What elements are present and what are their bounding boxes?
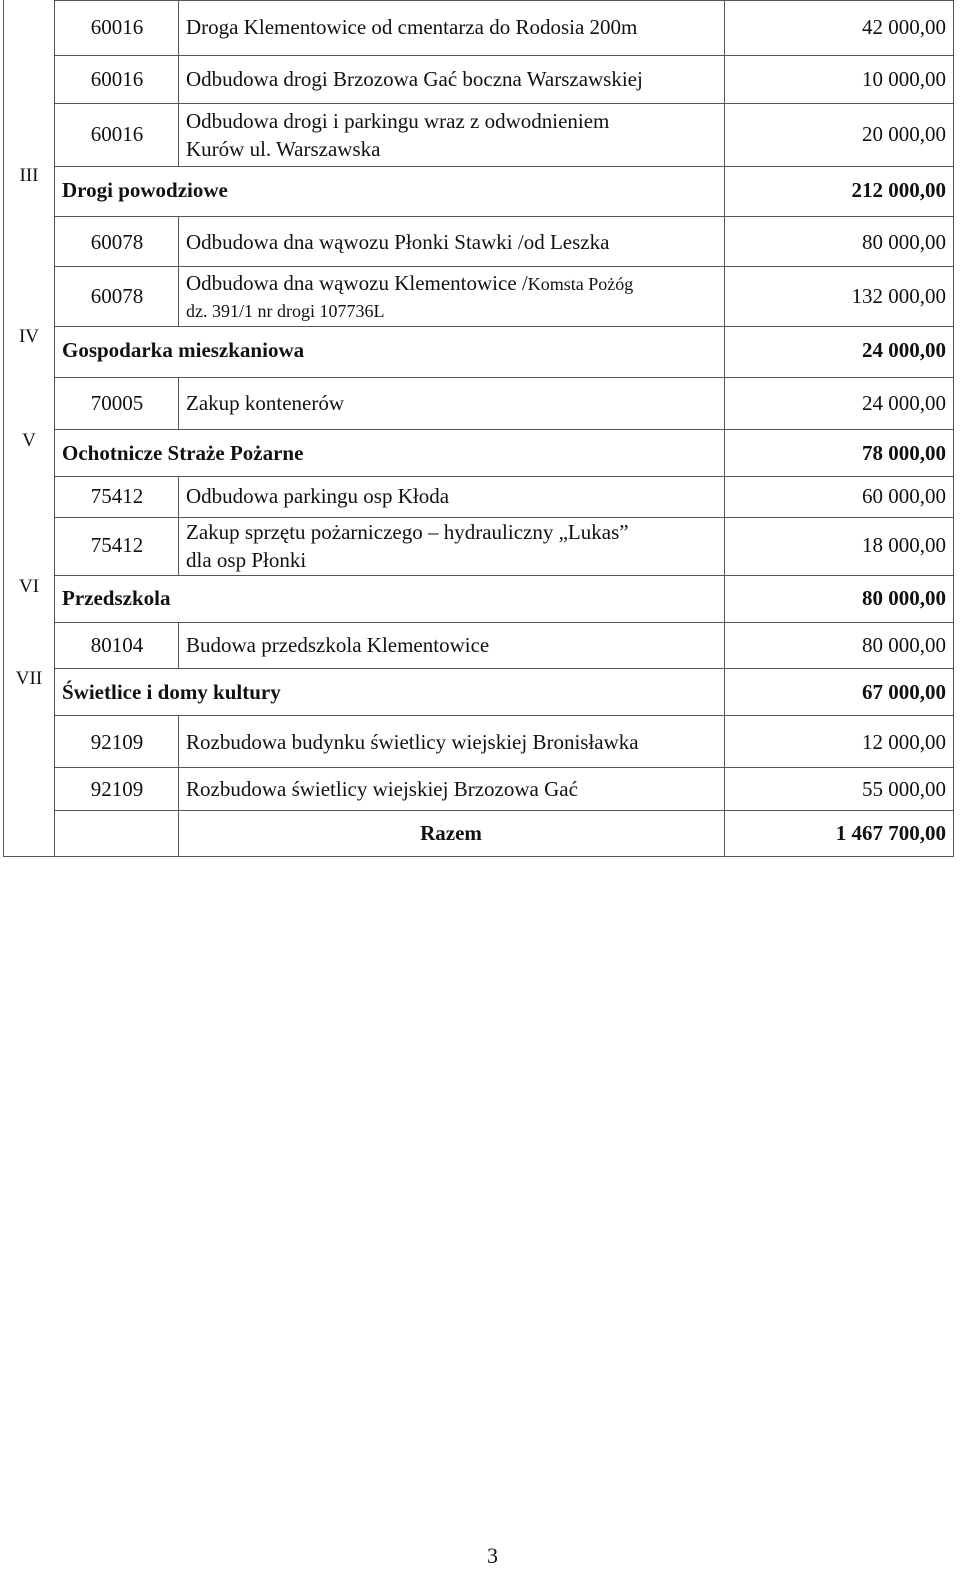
row-amount: 42 000,00 xyxy=(862,15,946,39)
row-divider xyxy=(54,266,954,267)
row-description-main: Odbudowa dna wąwozu Klementowice / xyxy=(186,271,528,295)
table-divider-code xyxy=(178,216,179,326)
row-divider xyxy=(54,517,954,518)
row-description: Odbudowa dna wąwozu Płonki Stawki /od Leszka xyxy=(186,230,610,254)
row-divider xyxy=(54,55,954,56)
section-title: Drogi powodziowe xyxy=(62,178,228,202)
row-divider xyxy=(54,810,954,811)
row-code: 60016 xyxy=(90,67,144,91)
section-total: 80 000,00 xyxy=(862,586,946,610)
section-title: Gospodarka mieszkaniowa xyxy=(62,338,305,362)
table-border-bottom xyxy=(3,856,954,857)
row-amount: 20 000,00 xyxy=(862,122,946,146)
row-divider xyxy=(54,429,954,430)
section-title: Przedszkola xyxy=(62,586,171,610)
row-code: 92109 xyxy=(90,730,144,754)
row-description: Odbudowa drogi Brzozowa Gać boczna Warszawskiej xyxy=(186,67,643,91)
row-description: Droga Klementowice od cmentarza do Rodosia 200m xyxy=(186,15,638,39)
row-description: Kurów ul. Warszawska xyxy=(186,137,381,161)
row-divider xyxy=(54,377,954,378)
table-divider-code xyxy=(178,622,179,668)
row-code: 75412 xyxy=(90,484,144,508)
row-amount: 80 000,00 xyxy=(862,633,946,657)
row-amount: 80 000,00 xyxy=(862,230,946,254)
row-divider xyxy=(54,216,954,217)
section-total: 24 000,00 xyxy=(862,338,946,362)
row-divider xyxy=(54,103,954,104)
row-divider xyxy=(54,767,954,768)
row-code: 92109 xyxy=(90,777,144,801)
section-number: V xyxy=(22,430,36,451)
section-total: 78 000,00 xyxy=(862,441,946,465)
table-divider-code xyxy=(178,476,179,575)
section-number: VII xyxy=(15,668,43,689)
row-divider xyxy=(54,668,954,669)
row-code: 60016 xyxy=(90,122,144,146)
section-number: III xyxy=(19,165,39,186)
row-amount: 12 000,00 xyxy=(862,730,946,754)
row-divider xyxy=(54,326,954,327)
row-code: 75412 xyxy=(90,533,144,557)
row-amount: 10 000,00 xyxy=(862,67,946,91)
row-code: 60078 xyxy=(90,284,144,308)
row-amount: 60 000,00 xyxy=(862,484,946,508)
row-divider xyxy=(54,476,954,477)
row-description: Budowa przedszkola Klementowice xyxy=(186,633,490,657)
row-description: Odbudowa parkingu osp Kłoda xyxy=(186,484,450,508)
row-description: Zakup sprzętu pożarniczego – hydrauliczny „Lukas” xyxy=(186,520,629,544)
row-description: dla osp Płonki xyxy=(186,548,307,572)
row-code: 60078 xyxy=(90,230,144,254)
total-label: Razem xyxy=(420,821,482,845)
table-divider-code xyxy=(178,0,179,166)
row-description: Rozbudowa świetlicy wiejskiej Brzozowa Gać xyxy=(186,777,578,801)
row-code: 80104 xyxy=(90,633,144,657)
row-code: 60016 xyxy=(90,15,144,39)
row-description: Rozbudowa budynku świetlicy wiejskiej Bronisławka xyxy=(186,730,639,754)
section-title: Ochotnicze Straże Pożarne xyxy=(62,441,304,465)
section-title: Świetlice i domy kultury xyxy=(62,680,281,704)
row-description: Zakup kontenerów xyxy=(186,391,345,415)
section-total: 212 000,00 xyxy=(851,178,946,202)
row-code: 70005 xyxy=(90,391,144,415)
row-description: dz. 391/1 nr drogi 107736L xyxy=(186,301,385,321)
row-description-note: Komsta Pożóg xyxy=(527,274,634,294)
row-divider xyxy=(54,715,954,716)
row-amount: 18 000,00 xyxy=(862,533,946,557)
section-number: VI xyxy=(18,576,40,597)
row-description: Odbudowa drogi i parkingu wraz z odwodnieniem xyxy=(186,109,610,133)
section-total: 67 000,00 xyxy=(862,680,946,704)
table-divider-code xyxy=(178,377,179,429)
row-divider xyxy=(54,575,954,576)
table-border-top xyxy=(54,0,954,1)
section-number: IV xyxy=(18,326,40,347)
row-divider xyxy=(54,622,954,623)
grand-total: 1 467 700,00 xyxy=(835,821,946,845)
row-amount: 24 000,00 xyxy=(862,391,946,415)
page-number: 3 xyxy=(487,1543,498,1568)
row-description xyxy=(186,271,633,296)
row-amount: 132 000,00 xyxy=(851,284,946,308)
row-divider xyxy=(54,166,954,167)
table-border-left xyxy=(3,0,4,857)
row-amount: 55 000,00 xyxy=(862,777,946,801)
